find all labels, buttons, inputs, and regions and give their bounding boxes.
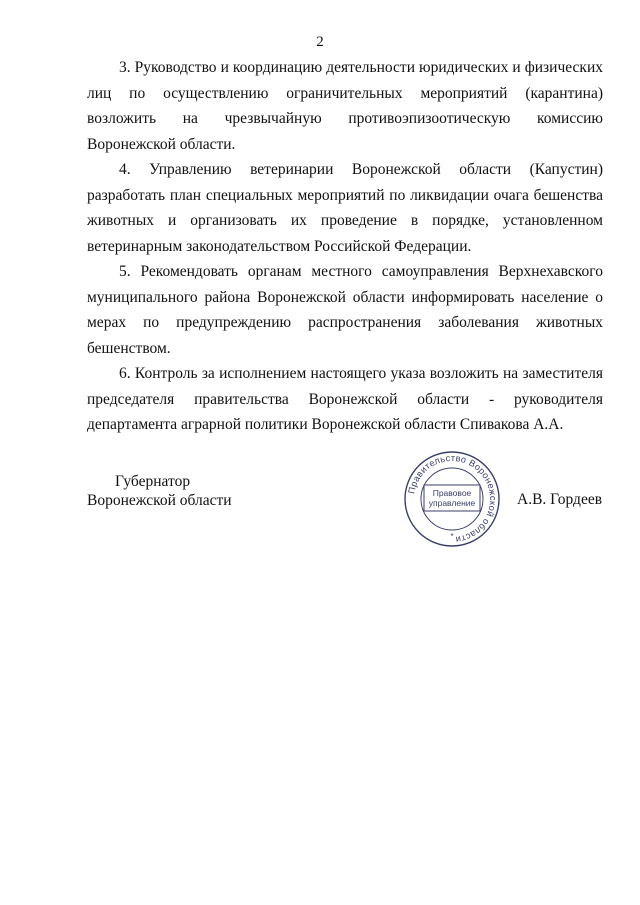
- document-body: [87, 55, 603, 438]
- paragraph-4: 4. Управлению ветеринарии Воронежской области (Капустин) разработать план специальных мероприятий по ликвидации очага бешенства животных и организовать их проведение в порядке, установленном ветеринарным законодательством Российской Федерации.: [87, 161, 603, 255]
- paragraph-6: 6. Контроль за исполнением настоящего указа возложить на заместителя председателя правительства Воронежской области - руководителя департамента аграрной политики Воронежской области Спивакова А.А.: [87, 365, 603, 433]
- official-stamp: [402, 449, 502, 549]
- signatory-name: А.В. Гордеев: [517, 491, 603, 508]
- page-number: 2: [316, 34, 324, 50]
- stamp-center-line2: управление: [428, 498, 476, 508]
- stamp-center-line1: Правовое: [432, 488, 472, 498]
- stamp-star-icon: *: [450, 532, 454, 541]
- signatory-region: Воронежской области: [87, 492, 232, 509]
- paragraph-5: 5. Рекомендовать органам местного самоуправления Верхнехавского муниципального района Воронежской области информировать население о мерах по предупреждению распространения заболевания животных бешенством.: [87, 263, 603, 357]
- stamp-seal: [402, 449, 502, 549]
- stamp-ring-text: Правительство Воронежской области: [406, 452, 499, 545]
- signatory-title: [87, 472, 232, 510]
- signatory-role: Губернатор: [115, 473, 191, 490]
- paragraph-3: 3. Руководство и координацию деятельности юридических и физических лиц по осуществлению ограничительных мероприятий (карантина) возложить на чрезвычайную противоэпизоотическую комиссию Воронежской области.: [87, 59, 603, 153]
